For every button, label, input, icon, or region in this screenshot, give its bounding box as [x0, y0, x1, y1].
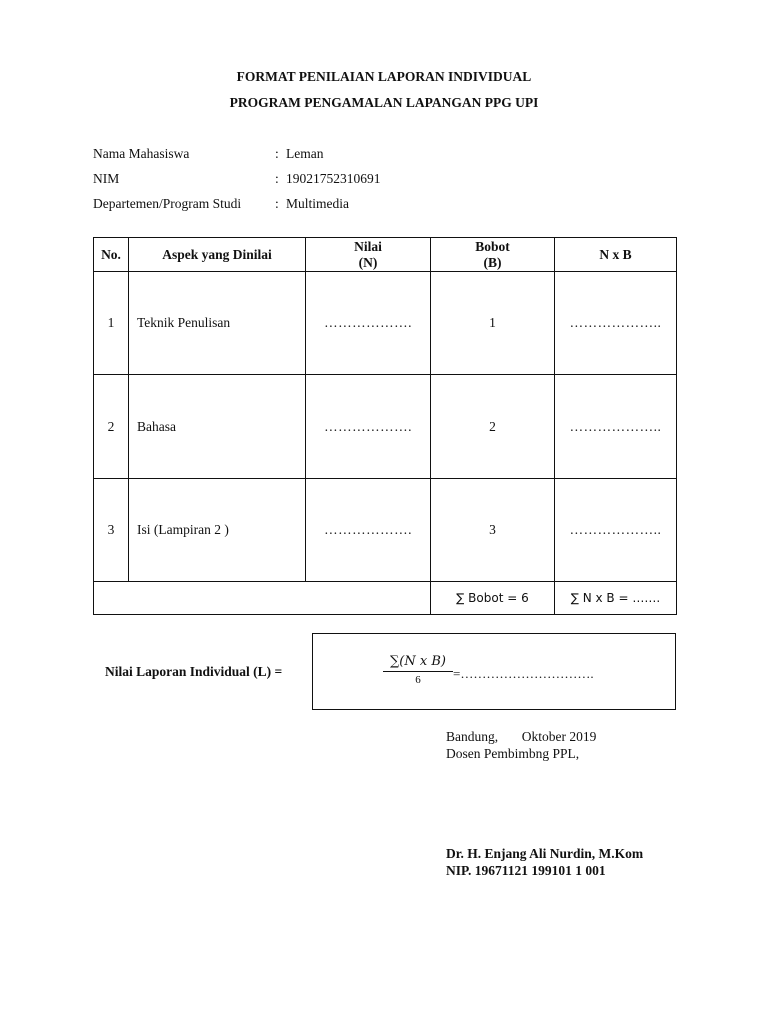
row-no: 1 [94, 272, 129, 375]
table-header-row [94, 238, 677, 272]
formula-fraction [383, 654, 453, 686]
document-title: FORMAT PENILAIAN LAPORAN INDIVIDUAL [236, 69, 532, 84]
footer-empty-cell [94, 582, 431, 615]
signature-nip: NIP. 19671121 199101 1 001 [446, 863, 606, 878]
signature-place-date: Bandung, Oktober 2019 [446, 729, 597, 744]
table-row [94, 272, 677, 375]
info-value-nama: Leman [286, 146, 324, 161]
row-aspek: Isi (Lampiran 2 ) [129, 479, 306, 582]
header-nxb: N x B [555, 238, 677, 272]
row-no: 2 [94, 375, 129, 479]
header-bobot-sub: (B) [483, 254, 502, 270]
row-nxb-blank: ……………….. [555, 272, 677, 375]
row-nxb-blank: ……………….. [555, 479, 677, 582]
row-bobot: 3 [431, 479, 555, 582]
header-bobot [431, 238, 555, 272]
info-label-departemen: Departemen/Program Studi [93, 196, 242, 211]
header-bobot-label: Bobot [475, 238, 510, 254]
row-bobot: 2 [431, 375, 555, 479]
row-nilai-blank: ………………. [306, 272, 431, 375]
table-footer-row [94, 582, 677, 615]
table-row [94, 479, 677, 582]
row-bobot: 1 [431, 272, 555, 375]
header-nilai-label: Nilai [354, 238, 382, 254]
formula-result-blank: =…………………………. [453, 666, 594, 681]
info-colon: : [275, 196, 279, 211]
formula-denominator: 6 [415, 674, 421, 686]
header-no: No. [94, 238, 129, 272]
row-nilai-blank: ………………. [306, 479, 431, 582]
row-nilai-blank: ………………. [306, 375, 431, 479]
header-nilai-sub: (N) [358, 254, 378, 270]
row-aspek: Teknik Penulisan [129, 272, 306, 375]
assessment-table [93, 237, 677, 615]
info-label-nama: Nama Mahasiswa [93, 146, 190, 161]
row-aspek: Bahasa [129, 375, 306, 479]
header-nilai [306, 238, 431, 272]
formula-label: Nilai Laporan Individual (L) = [105, 664, 283, 679]
info-colon: : [275, 146, 279, 161]
table-row [94, 375, 677, 479]
header-aspek: Aspek yang Dinilai [129, 238, 306, 272]
signature-role: Dosen Pembimbng PPL, [446, 746, 580, 761]
signature-name: Dr. H. Enjang Ali Nurdin, M.Kom [446, 846, 644, 861]
footer-sum-nxb: ∑ N x B = ……. [555, 582, 677, 615]
info-label-nim: NIM [93, 171, 120, 186]
formula-box [312, 633, 676, 710]
document-subtitle: PROGRAM PENGAMALAN LAPANGAN PPG UPI [229, 95, 539, 110]
info-value-departemen: Multimedia [286, 196, 349, 211]
formula-numerator: ∑(N x B) [390, 654, 446, 669]
row-nxb-blank: ……………….. [555, 375, 677, 479]
footer-sum-bobot: ∑ Bobot = 6 [431, 582, 555, 615]
info-value-nim: 19021752310691 [286, 171, 381, 186]
info-colon: : [275, 171, 279, 186]
fraction-bar [383, 671, 453, 672]
row-no: 3 [94, 479, 129, 582]
